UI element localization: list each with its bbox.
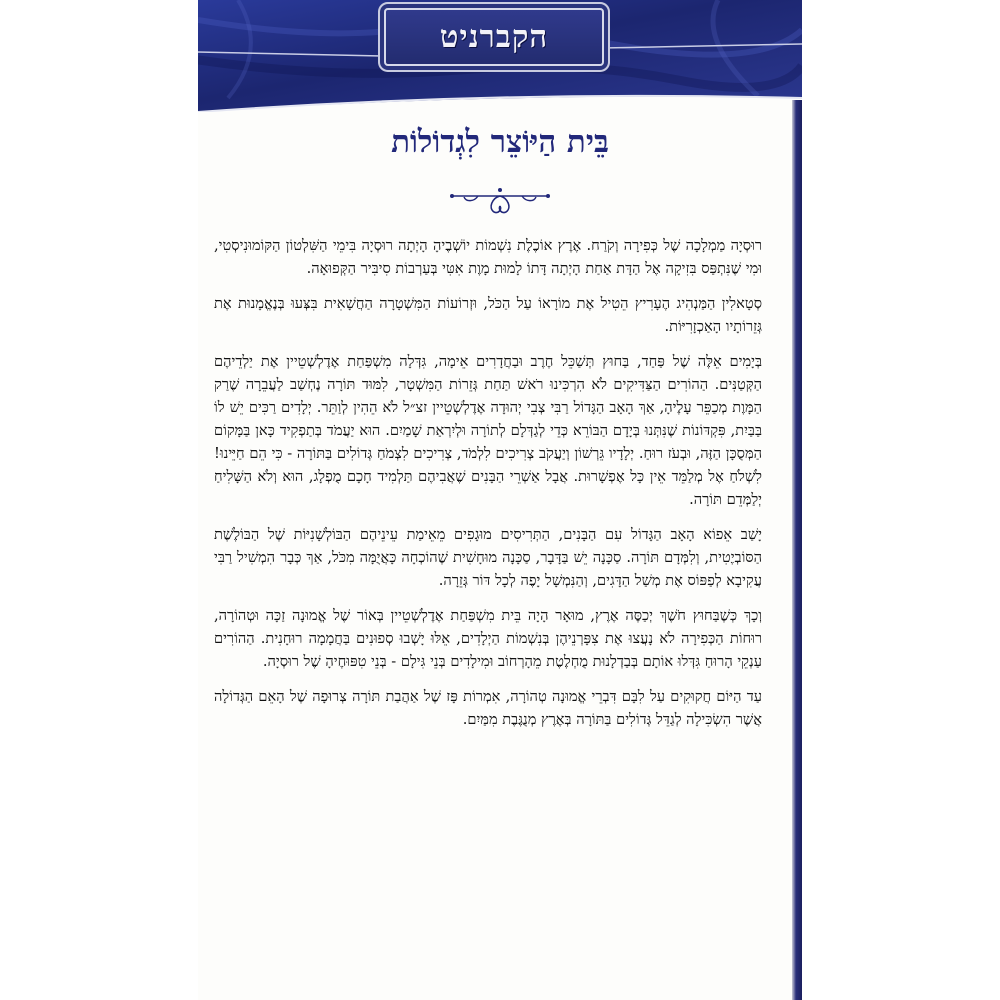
paragraph: עַד הַיּוֹם חֲקוּקִים עַל לִבָּם דִּבְרֵי אֱמוּנָה טְהוֹרָה, אִמְרוֹת פָּז שֶׁל אַהֲבַת תּוֹרָה צְרוּפָה שֶׁל הָאֵם הַגְּדוֹלָה אֲשֶׁר הִשְׂכִּילָה לְגַדֵּל גְּדוֹלִים בַּתּוֹרָה בְּאֶרֶץ מְנֻגֶּבֶת מִמַּיִם. [214,688,762,728]
book-page [198,0,802,1000]
paragraph: בְּיָמִים אֵלֶּה שֶׁל פַּחַד, בַּחוּץ תְּשַׁכֵּל חֶרֶב וּבַחֲדָרִים אֵימָה, גִּדְּלָה מִשְׁפַּחַת אֶדֶלְשְׁטֵיין אֶת יַלְדֵיהֶם הַקְּטַנִּים. הַהוֹרִים הַצַּדִּיקִים לֹא הִרְכִּינוּ רֹאשׁ תַּחַת גְּזֵרוֹת הַמִּשְׁטָר, לִמּוּד תּוֹרָה נֶחְשַׁב לַעֲבֵרָה שֶׁרַק הַמָּוֶת מְכַפֵּר עָלֶיהָ, אַךְ הָאָב הַגָּדוֹל רַבִּי צְבִי יְהוּדָה אֶדֶלְשְׁטֵיין זצ״ל לֹא הֵהִין לְוַתֵּר. יְלָדִים רַכִּים יֵשׁ לוֹ בַּבַּיִת, פִּקְדּוֹנוֹת שֶׁנִּתְּנוּ בְּיָדָם הַבּוֹרֵא כְּדֵי לְגַדְּלָם לְתוֹרָה וּלְיִרְאַת שָׁמַיִם. הוּא יַעֲמֹד בְּתַפְקִיד כָּאן בַּמָּקוֹם הַמְּסֻכָּן הַזֶּה, וּבְעֹז רוּחַ. יְלָדָיו גֵּרְשׁוֹן וְיַעֲקֹב צְרִיכִים לִלְמֹד, צְרִיכִים לִצְמֹחַ גְּדוֹלִים בַּתּוֹרָה - כִּי הֵם חַיֵּינוּ! לִשְׁלֹחַ אֶל מְלַמֵּד אֵין כָּל אֶפְשָׁרוּת. אֲבָל אַשְׁרֵי הַבָּנִים שֶׁאֲבִיהֶם תַּלְמִיד חָכָם מֻפְלָג, הוּא וְלֹא הַשָּׁלִיחַ יְלַמְּדֵם תּוֹרָה. [214,353,762,508]
paragraph: רוּסְיָה מַמְלָכָה שֶׁל כְּפִירָה וְקֹרַח. אֶרֶץ אוֹכֶלֶת נִשְׁמוֹת יוֹשְׁבֶיהָ הָיְתָה רוּסְיָה בִּימֵי הַשִּׁלְטוֹן הַקּוֹמוּנִיסְטִי, וּמִי שֶׁנִּתְפַּס בִּזִיקָה אֶל הַדָּת אַחַת הָיְתָה דָּתוֹ לָמוּת מָוֶת אִטִּי בְּעַרְבוֹת סִיבִּיר הַקְּפוּאָה. [214,237,762,277]
article-body [214,234,762,743]
paragraph: סְטָאלִין הַמַּנְהִיג הֶעָרִיץ הֵטִיל אֶת מוֹרָאוֹ עַל הַכֹּל, וּזְרוֹעוֹת הַמִּשְׁטָרָה הַחֲשָׁאִית בִּצְּעוּ בְּנֶאֱמָנוּת אֶת גְּזֵרוֹתָיו הָאַכְזָרִיּוֹת. [214,295,762,335]
paragraph: יָשַׁב אֵפוֹא הָאָב הַגָּדוֹל עִם הַבָּנִים, הַתְּרִיסִים מוּגָפִים מֵאֵימַת עֵינֵיהֶם הַבּוֹלְשָׁנִיּוֹת שֶׁל הַבּוֹלֶשֶׁת הַסּוֹבְיֶטִית, וְלִמְּדָם תּוֹרָה. סַכָּנָה יֵשׁ בַּדָּבָר, סַכָּנָה מוּחָשִׁית שֶׁהוֹכְחָה כָּאֲיֻמָּה מִכֹּל, אַךְ כְּבָר הִמְשִׁיל רַבִּי עֲקִיבָא לְפַפּוֹס אֶת מְשַׁל הַדָּגִים, וְהַנִּמְשָׁל יָפֶה לְכָל דּוֹר גְּזֵרָה. [214,526,762,589]
header-band [198,0,802,112]
article-title: בֵּית הַיּוֹצֵר לִגְדוֹלוֹת [391,124,609,160]
page-edge-strip [792,100,802,1000]
section-label-box [384,8,604,66]
paragraph: וְכָךְ כְּשֶׁבַּחוּץ חֹשֶׁךְ יְכַסֶּה אֶרֶץ, מוּאָר הָיָה בֵּית מִשְׁפַּחַת אֶדֶלְשְׁטֵיין בְּאוֹר שֶׁל אֱמוּנָה זַכָּה וּטְהוֹרָה, רוּחוֹת הַכְּפִירָה לֹא נָעֲצוּ אֶת צִפָּרְנֵיהֶן בְּנִשְׁמוֹת הַיְלָדִים, אֵלּוּ יָשְׁבוּ סְפוּנִים בַּחֲמָמָה רוּחָנִית. הַהוֹרִים עַנְקֵי הָרוּחַ גִּדְּלוּ אוֹתָם בְּבַדְלָנוּת מֻחְלֶטֶת מֵהָרְחוֹב וּמִילָדִים בְּנֵי גִּילָם - בְּנֵי טִפּוּחֶיהָ שֶׁל רוּסְיָה. [214,607,762,670]
flourish-ornament-icon [448,182,552,218]
section-label: הקברניט [439,19,549,55]
